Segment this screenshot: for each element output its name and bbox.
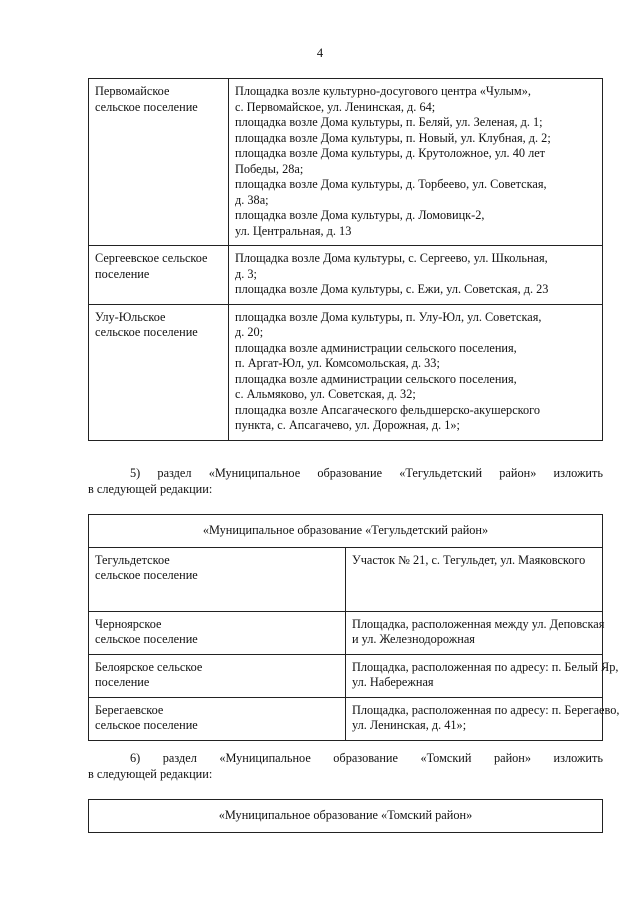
- site-line: площадка возле Дома культуры, с. Ежи, ул. Советская, д. 23: [235, 282, 549, 296]
- settlement-line: Улу-Юльское: [95, 309, 166, 324]
- page-number: 4: [316, 46, 324, 60]
- site-line: площадка возле Дома культуры, п. Новый, ул. Клубная, д. 2;: [235, 130, 551, 145]
- settlement-line: Белоярское сельское: [95, 659, 203, 674]
- site-line: пункта, с. Апсагачево, ул. Дорожная, д. 1»;: [235, 418, 460, 432]
- settlement-line: поселение: [95, 266, 150, 281]
- sites-cell: [229, 79, 603, 246]
- paragraph-line: в следующей редакции:: [88, 481, 213, 496]
- table-row: [89, 697, 603, 740]
- settlement-cell: [89, 304, 229, 440]
- settlement-line: Тегульдетское: [95, 552, 170, 567]
- table-heading: «Муниципальное образование «Томский район»: [89, 800, 603, 833]
- site-line: площадка возле Дома культуры, д. Ломовицк-2,: [235, 208, 485, 222]
- site-line: д. 20;: [235, 325, 264, 339]
- sites-cell: [346, 697, 620, 740]
- amendment-paragraph-5: [88, 466, 603, 497]
- site-line: площадка возле администрации сельского поселения,: [235, 371, 517, 386]
- site-line: площадка возле администрации сельского поселения,: [235, 340, 517, 355]
- site-line: ул. Центральная, д. 13: [235, 223, 352, 238]
- settlement-line: поселение: [95, 675, 150, 689]
- sites-cell: [229, 246, 603, 305]
- site-line: площадка возле Дома культуры, п. Беляй, ул. Зеленая, д. 1;: [235, 115, 543, 129]
- site-line: и ул. Железнодорожная: [352, 632, 475, 646]
- site-line: Площадка, расположенная по адресу: п. Берегаево,: [352, 702, 620, 717]
- table-row: [89, 654, 603, 697]
- settlement-cell: [89, 611, 346, 654]
- table-tomsk-area-sites: [88, 78, 603, 441]
- sites-cell: [229, 304, 603, 440]
- site-line: ул. Набережная: [352, 675, 434, 689]
- site-line: с. Первомайское, ул. Ленинская, д. 64;: [235, 99, 436, 114]
- table-row: [89, 304, 603, 440]
- sites-cell: [346, 611, 603, 654]
- paragraph-line: в следующей редакции:: [88, 766, 213, 781]
- site-line: п. Аргат-Юл, ул. Комсомольская, д. 33;: [235, 356, 440, 370]
- table-row: [89, 611, 603, 654]
- settlement-cell: [89, 654, 346, 697]
- table-heading: «Муниципальное образование «Тегульдетский район»: [89, 515, 603, 548]
- site-line: Площадка, расположенная по адресу: п. Белый Яр,: [352, 659, 619, 674]
- settlement-line: Сергеевское сельское: [95, 251, 208, 265]
- settlement-cell: [89, 697, 346, 740]
- settlement-cell: [89, 79, 229, 246]
- table-row: [89, 246, 603, 305]
- site-line: Площадка, расположенная между ул. Деповская: [352, 616, 605, 631]
- table-teguldet-district: [88, 514, 620, 741]
- settlement-line: сельское поселение: [95, 632, 198, 646]
- settlement-line: сельское поселение: [95, 568, 198, 582]
- paragraph-line: 6) раздел «Муниципальное образование «Томский район» изложить: [130, 751, 603, 765]
- site-line: Площадка возле Дома культуры, с. Сергеево, ул. Школьная,: [235, 251, 548, 265]
- table-heading-row: [89, 515, 603, 548]
- site-line: площадка возле Дома культуры, д. Крутоложное, ул. 40 лет: [235, 146, 546, 160]
- paragraph-line: 5) раздел «Муниципальное образование «Тегульдетский район» изложить: [130, 466, 603, 480]
- site-line: Площадка возле культурно-досугового центра «Чулым»,: [235, 84, 531, 98]
- table-tomsk-district: [88, 799, 603, 833]
- site-line: площадка возле Дома культуры, д. Торбеево, ул. Советская,: [235, 177, 547, 191]
- site-line: д. 38а;: [235, 192, 269, 207]
- settlement-line: Первомайское: [95, 84, 170, 98]
- sites-cell: [346, 654, 619, 697]
- table-heading-row: [89, 800, 603, 833]
- sites-cell: [346, 547, 603, 611]
- table-row: [89, 547, 603, 611]
- amendment-paragraph-6: [88, 751, 603, 782]
- site-line: д. 3;: [235, 266, 257, 281]
- table-row: [89, 79, 603, 246]
- site-line: Участок № 21, с. Тегульдет, ул. Маяковского: [352, 552, 586, 567]
- site-line: площадка возле Апсагаческого фельдшерско-акушерского: [235, 402, 541, 417]
- site-line: Победы, 28а;: [235, 161, 304, 176]
- settlement-line: сельское поселение: [95, 99, 198, 114]
- site-line: ул. Ленинская, д. 41»;: [352, 718, 467, 732]
- settlement-cell: [89, 547, 346, 611]
- settlement-line: Берегаевское: [95, 702, 164, 717]
- settlement-line: сельское поселение: [95, 718, 198, 732]
- site-line: с. Альмяково, ул. Советская, д. 32;: [235, 387, 416, 401]
- settlement-line: сельское поселение: [95, 325, 198, 339]
- settlement-line: Черноярское: [95, 616, 162, 631]
- settlement-cell: [89, 246, 229, 305]
- site-line: площадка возле Дома культуры, п. Улу-Юл, ул. Советская,: [235, 309, 542, 324]
